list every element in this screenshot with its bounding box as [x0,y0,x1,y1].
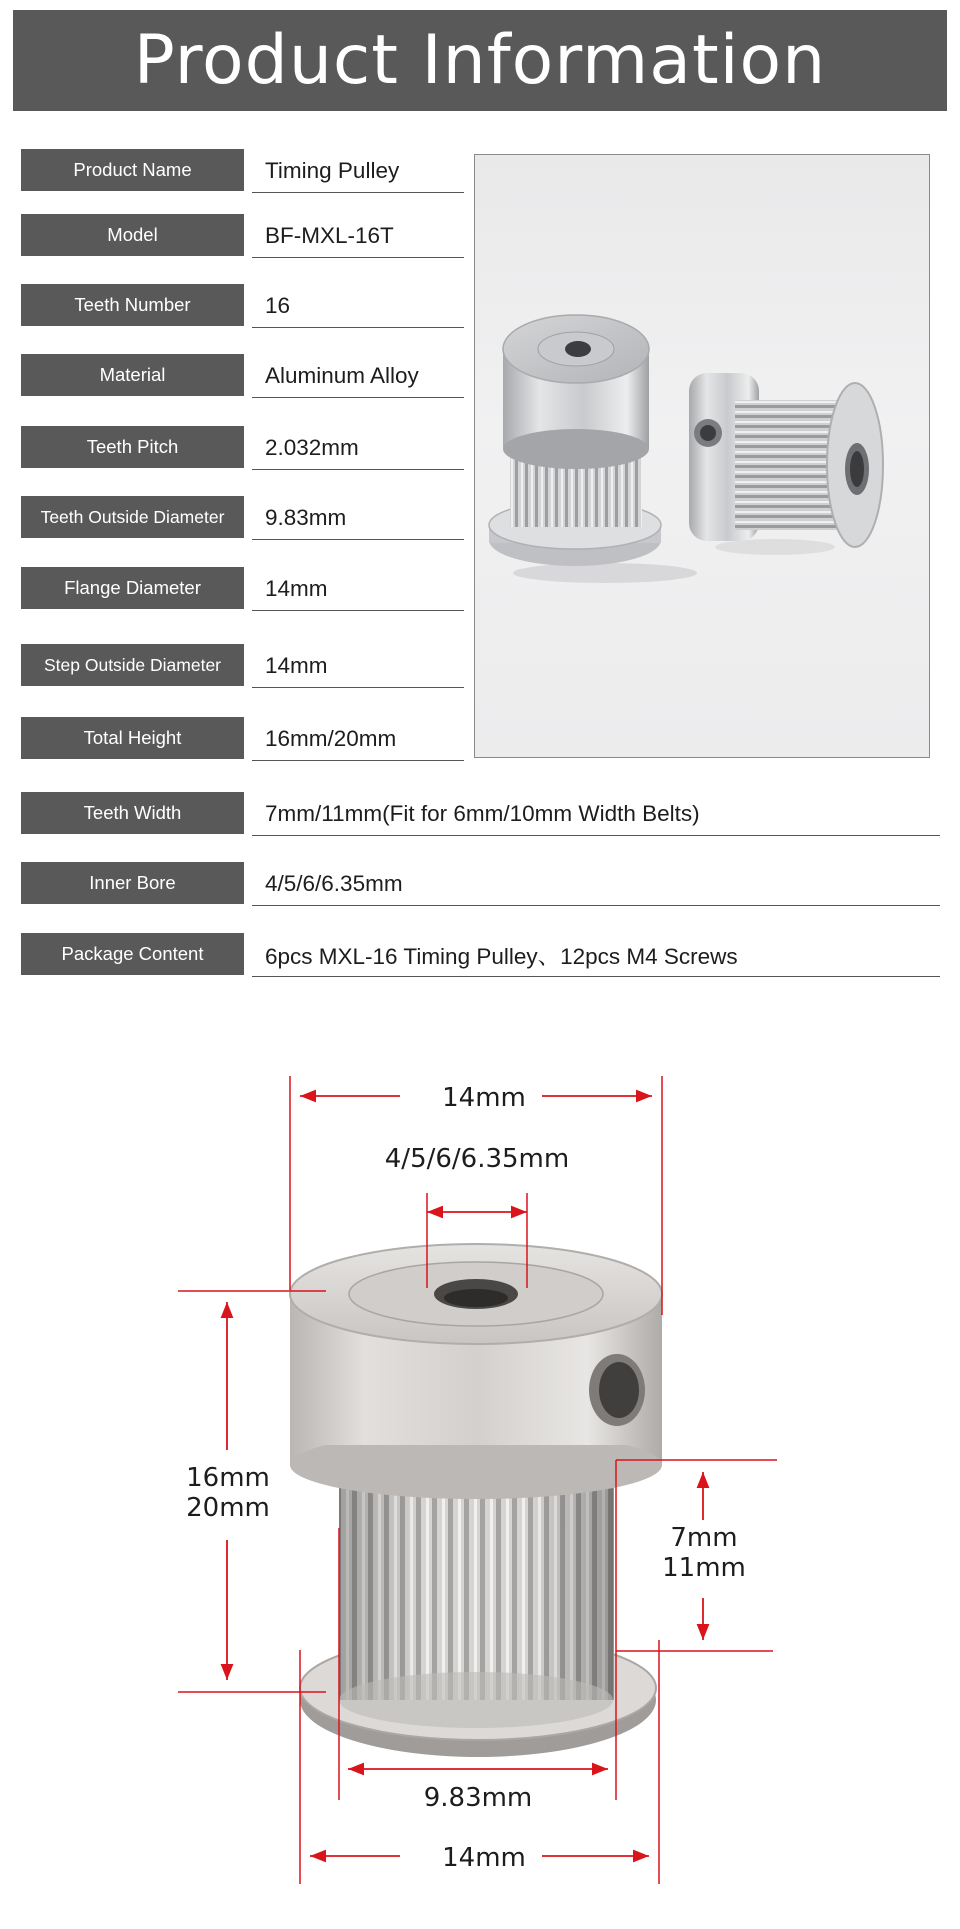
spec-label: Material [21,354,244,396]
spec-value: 4/5/6/6.35mm [252,862,940,906]
dim-height-label-2: 20mm [186,1493,270,1523]
product-photo [474,154,930,758]
dim-top-width-label: 14mm [442,1083,526,1113]
dim-teeth-width-label-2: 11mm [662,1553,746,1583]
dimension-drawing [0,1040,960,1924]
dim-bore-label: 4/5/6/6.35mm [384,1144,570,1174]
spec-value: Timing Pulley [252,149,464,193]
spec-label: Model [21,214,244,256]
spec-label: Inner Bore [21,862,244,904]
spec-value: 16 [252,284,464,328]
dim-teeth-width-label-1: 7mm [670,1523,738,1553]
spec-label: Total Height [21,717,244,759]
spec-value: Aluminum Alloy [252,354,464,398]
spec-value: 9.83mm [252,496,464,540]
spec-value: 16mm/20mm [252,717,464,761]
spec-label: Teeth Outside Diameter [21,496,244,538]
spec-value: 14mm [252,567,464,611]
spec-value: 2.032mm [252,426,464,470]
spec-value: 14mm [252,644,464,688]
spec-label: Teeth Pitch [21,426,244,468]
dimension-diagram [0,1040,960,1924]
spec-label: Teeth Number [21,284,244,326]
pulley-pair-illustration [475,155,930,758]
dim-flange-width-label: 14mm [442,1843,526,1873]
header-band [13,10,947,111]
spec-value: 6pcs MXL-16 Timing Pulley、12pcs M4 Screws [252,933,940,977]
spec-label: Package Content [21,933,244,975]
spec-label: Flange Diameter [21,567,244,609]
pulley-left [489,315,661,566]
spec-label: Step Outside Diameter [21,644,244,686]
pulley-illustration [290,1244,662,1757]
page-title: Product Information [133,21,827,100]
dim-teeth-diameter-label: 9.83mm [423,1783,533,1813]
pulley-right [689,373,883,547]
spec-value: 7mm/11mm(Fit for 6mm/10mm Width Belts) [252,792,940,836]
spec-label: Teeth Width [21,792,244,834]
spec-value: BF-MXL-16T [252,214,464,258]
dim-height-label-1: 16mm [186,1463,270,1493]
spec-label: Product Name [21,149,244,191]
